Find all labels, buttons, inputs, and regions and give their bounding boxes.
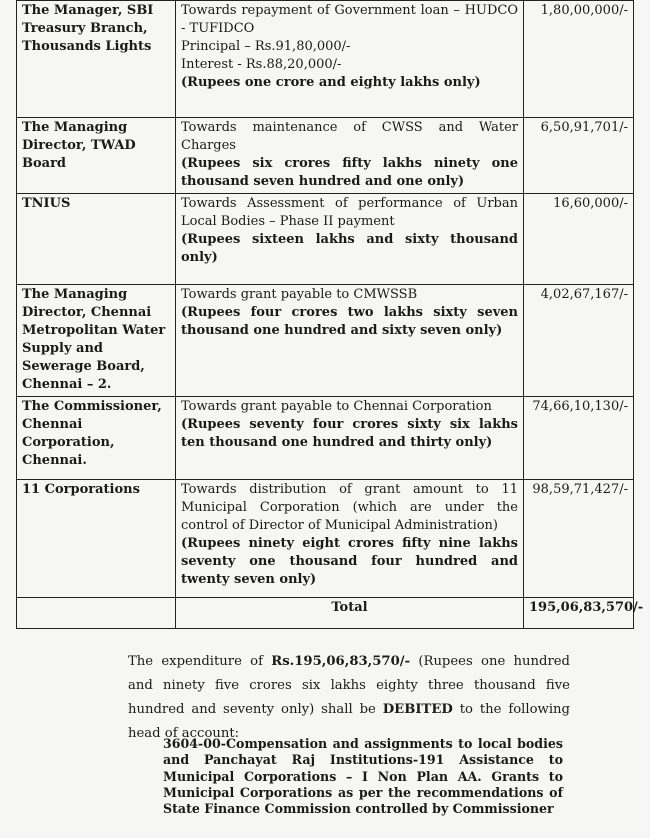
purpose-line: Principal – Rs.91,80,000/- [181,39,351,54]
payee-cell: The Managing Director, Chennai Metropolitan Water Supply and Sewerage Board, Chennai – 2. [17,285,176,397]
amount-cell: 1,80,00,000/- [524,1,634,118]
table-row [17,480,634,598]
total-label: Total [176,598,524,629]
purpose-cell [176,194,524,285]
amount-cell: 16,60,000/- [524,194,634,285]
grant-table [16,0,644,629]
amount-cell: 74,66,10,130/- [524,397,634,480]
purpose-cell [176,285,524,397]
paragraph-suffix: to the following head of account: [128,702,570,741]
payee-cell: TNIUS [17,194,176,285]
amount-in-words: (Rupees four crores two lakhs sixty seven thousand one hundred and sixty seven only) [181,305,518,338]
amount-in-words: (Rupees seventy four crores sixty six lakhs ten thousand one hundred and thirty only) [181,417,518,450]
total-amount: 195,06,83,570/- [524,598,634,629]
purpose-cell [176,118,524,194]
amount-cell: 4,02,67,167/- [524,285,634,397]
amount-in-words: (Rupees sixteen lakhs and sixty thousand only) [181,232,518,265]
total-row [17,598,634,629]
table-row [17,1,634,118]
purpose-line: Towards maintenance of CWSS and Water Charges [181,120,518,153]
purpose-line: Towards grant payable to CMWSSB [181,287,418,302]
purpose-cell [176,480,524,598]
paragraph-prefix: The expenditure of [128,654,272,669]
payee-cell: The Commissioner, Chennai Corporation, Chennai. [17,397,176,480]
table-row [17,118,634,194]
amount-cell: 98,59,71,427/- [524,480,634,598]
expenditure-amount: Rs.195,06,83,570/- [271,654,411,669]
head-of-account: 3604-00-Compensation and assignments to local bodies and Panchayat Raj Institutions-191 Assistance to Municipal Corporations – I Non Plan AA. Grants to Municipal Corporations as per the recommendations of State Finance Commission controlled by Commissioner [163,736,563,817]
amount-in-words: (Rupees one crore and eighty lakhs only) [181,75,481,90]
purpose-cell [176,1,524,118]
purpose-line: Towards grant payable to Chennai Corporation [181,399,492,414]
purpose-line: Towards Assessment of performance of Urban Local Bodies – Phase II payment [181,196,518,229]
purpose-line: Interest - Rs.88,20,000/- [181,57,342,72]
table-row [17,285,634,397]
amount-in-words: (Rupees six crores fifty lakhs ninety one thousand seven hundred and one only) [181,156,518,189]
payee-cell: The Managing Director, TWAD Board [17,118,176,194]
purpose-line: Towards distribution of grant amount to 11 Municipal Corporation (which are under the control of Director of Municipal Administration) [181,482,518,533]
amount-in-words: (Rupees ninety eight crores fifty nine lakhs seventy one thousand four hundred and twenty seven only) [181,536,518,587]
purpose-line: Towards repayment of Government loan – HUDCO - TUFIDCO [181,3,518,36]
paragraph-middle: (Rupees one hundred and ninety five crores six lakhs eighty three thousand five hundred and seventy only) shall be [128,654,570,717]
expenditure-paragraph [128,650,570,746]
purpose-cell [176,397,524,480]
payee-cell: 11 Corporations [17,480,176,598]
payee-cell: The Manager, SBI Treasury Branch, Thousands Lights [17,1,176,118]
amount-cell: 6,50,91,701/- [524,118,634,194]
empty-cell [17,598,176,629]
table-row [17,397,634,480]
debited-word: DEBITED [382,702,453,717]
table-row [17,194,634,285]
